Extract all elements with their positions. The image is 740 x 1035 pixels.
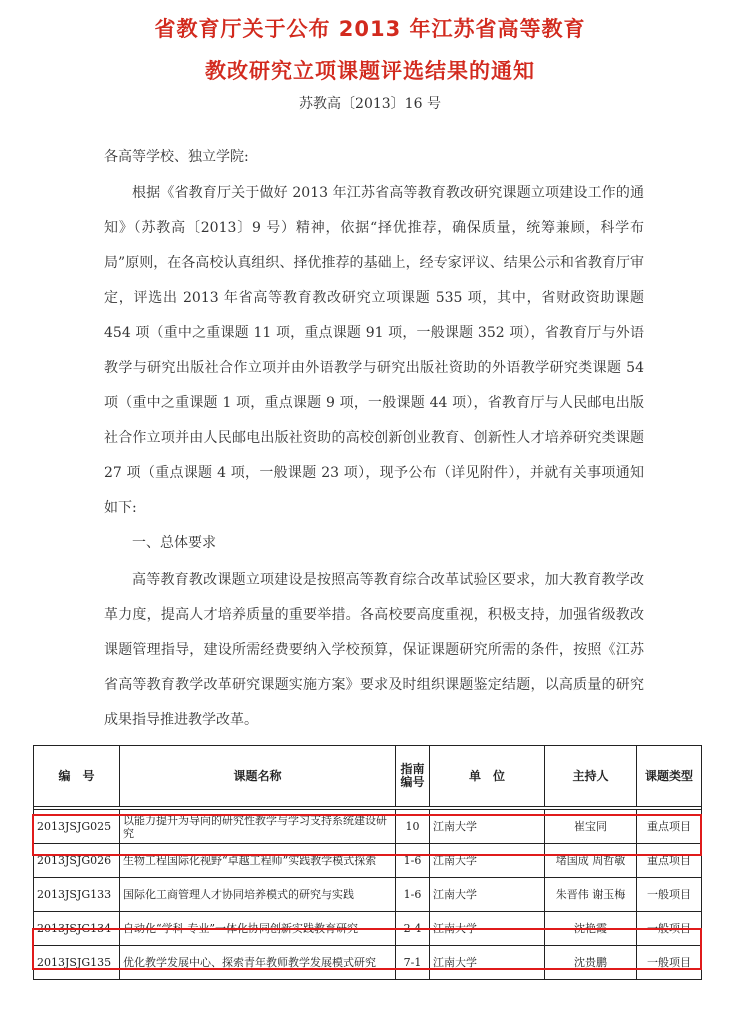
cell-unit: 江南大学: [430, 912, 545, 946]
body-paragraph-2: 高等教育教改课题立项建设是按照高等教育综合改革试验区要求，加大教育教学改革力度，提高人才培养质量的重要举措。各高校要高度重视，积极支持，加强省级教改课题管理指导，建设所需经费要纳入学校预算，保证课题研究所需的条件，按照《江苏省高等教育教学改革研究课题实施方案》要求及时组织课题鉴定结题，以高质量的研究成果指导推进教学改革。: [104, 572, 644, 728]
document-number: 苏教高〔2013〕16 号: [299, 96, 441, 112]
cell-code: 2013JSJG026: [34, 844, 120, 878]
body-paragraph-1: 根据《省教育厅关于做好 2013 年江苏省高等教育教改研究课题立项建设工作的通知》（苏教高〔2013〕9 号）精神，依据“择优推荐，确保质量，统筹兼顾，科学布局”原则，在各高校认真组织、择优推荐的基础上，经专家评议、结果公示和省教育厅审定，评选出 2013 年省高等教育教改研究立项课题 535 项，其中，省财政资助课题 454 项（重中之重课题 11 项，重点课题 91 项，一般课题 352 项），省教育厅与外语教学与研究出版社合作立项并由外语教学与研究出版社资助的外语教学研究类课题 54 项（重中之重课题 1 项，重点课题 9 项，一般课题 44 项），省教育厅与人民邮电出版社合作立项并由人民邮电出版社资助的高校创新创业教育、创新性人才培养研究类课题 27 项（重点课题 4 项，一般课题 23 项），现予公布（详见附件），并就有关事项通知如下:: [104, 185, 644, 516]
cell-type: 一般项目: [637, 878, 702, 912]
cell-title: 以能力提升为导向的研究性教学与学习支持系统建设研究: [120, 810, 396, 844]
cell-type: 重点项目: [637, 844, 702, 878]
header-unit: 单 位: [430, 746, 545, 807]
cell-type: 重点项目: [637, 810, 702, 844]
cell-code: 2013JSJG025: [34, 810, 120, 844]
cell-unit: 江南大学: [430, 810, 545, 844]
cell-unit: 江南大学: [430, 844, 545, 878]
cell-code: 2013JSJG135: [34, 946, 120, 980]
cell-guide: 1-6: [396, 878, 430, 912]
cell-host: 沈贵鹏: [545, 946, 637, 980]
header-guide: 指南编号: [396, 746, 430, 807]
cell-guide: 10: [396, 810, 430, 844]
cell-guide: 1-6: [396, 844, 430, 878]
cell-title: 国际化工商管理人才协同培养模式的研究与实践: [120, 878, 396, 912]
cell-type: 一般项目: [637, 912, 702, 946]
table-row: [34, 844, 702, 878]
table-row: [34, 946, 702, 980]
header-type: 课题类型: [637, 746, 702, 807]
header-host: 主持人: [545, 746, 637, 807]
header-code: 编 号: [34, 746, 120, 807]
table-row: [34, 878, 702, 912]
notice-title-line2: 教改研究立项课题评选结果的通知: [205, 59, 535, 83]
header-title: 课题名称: [120, 746, 396, 807]
cell-unit: 江南大学: [430, 946, 545, 980]
cell-title: 自动化“学科-专业”一体化协同创新实践教育研究: [120, 912, 396, 946]
cell-host: 沈艳霞: [545, 912, 637, 946]
project-table: [33, 745, 702, 980]
cell-code: 2013JSJG134: [34, 912, 120, 946]
table-header-row: [34, 746, 702, 807]
cell-title: 优化教学发展中心、探索青年教师教学发展模式研究: [120, 946, 396, 980]
table-row: [34, 912, 702, 946]
cell-guide: 2-4: [396, 912, 430, 946]
section-heading-1: 一、总体要求: [132, 535, 216, 551]
addressee: 各高等学校、独立学院:: [104, 149, 249, 165]
cell-title: 生物工程国际化视野“卓越工程师”实践教学模式探索: [120, 844, 396, 878]
notice-title-line1: 省教育厅关于公布 2013 年江苏省高等教育: [154, 17, 586, 41]
cell-unit: 江南大学: [430, 878, 545, 912]
cell-guide: 7-1: [396, 946, 430, 980]
cell-host: 朱晋伟 谢玉梅: [545, 878, 637, 912]
cell-host: 堵国成 周哲敏: [545, 844, 637, 878]
cell-type: 一般项目: [637, 946, 702, 980]
table-row: [34, 810, 702, 844]
cell-code: 2013JSJG133: [34, 878, 120, 912]
cell-host: 崔宝同: [545, 810, 637, 844]
